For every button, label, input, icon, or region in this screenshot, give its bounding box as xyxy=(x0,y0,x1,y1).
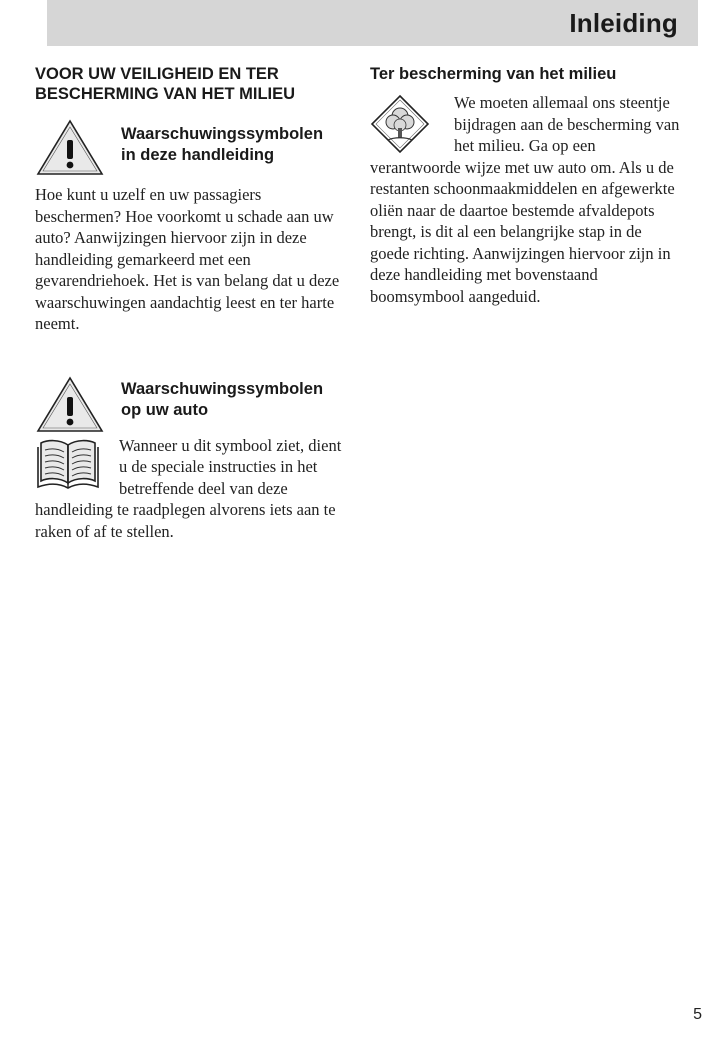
manual-symbols-heading-line2: in deze handleiding xyxy=(121,146,275,164)
car-symbols-heading xyxy=(121,379,361,421)
page-number: 5 xyxy=(693,1006,702,1023)
environment-heading: Ter bescherming van het milieu xyxy=(370,65,617,83)
right-column xyxy=(370,64,685,307)
manual-symbols-heading-line1: Waarschuwingssymbolen xyxy=(121,125,324,143)
tree-diamond-icon xyxy=(370,94,430,154)
car-symbols-heading-line1: Waarschuwingssymbolen xyxy=(121,379,324,398)
chapter-header-bar xyxy=(47,0,698,46)
manual-symbols-text: Hoe kunt u uzelf en uw passagiers beschermen? Hoe voorkomt u schade aan uw auto? Aanwijzingen hiervoor zijn in deze handleiding gemarkeerd met een gevarendriehoek. Het is van belang dat u deze waarschuwingen aandachtig leest en ter harte neemt. xyxy=(35,185,340,333)
manual-symbols-heading xyxy=(121,124,361,166)
open-book-icon xyxy=(37,437,99,491)
car-symbols-block xyxy=(35,375,347,435)
safety-heading-line1: VOOR UW VEILIGHEID EN TER xyxy=(35,65,279,83)
warning-triangle-icon xyxy=(35,118,105,176)
left-column xyxy=(35,64,347,542)
environment-text: We moeten allemaal ons steentje bijdragen aan de bescherming van het milieu. Ga op een verantwoorde wijze met uw auto om. Als u de restanten schoonmaakmiddelen en afgewerkte oliën naar de daartoe bestemde afvaldepots brengt, is dit al een belangrijke stap in de goede richting. Aanwijzingen hiervoor zijn in deze handleiding met bovenstaand boomsymbool aangeduid. xyxy=(370,93,680,306)
environment-paragraph xyxy=(370,92,685,307)
safety-section-heading xyxy=(35,64,347,104)
car-symbols-paragraph xyxy=(35,435,347,543)
manual-symbols-block xyxy=(35,118,347,178)
warning-triangle-icon xyxy=(35,375,105,433)
safety-heading-line2: BESCHERMING VAN HET MILIEU xyxy=(35,85,296,103)
car-symbols-text: Wanneer u dit symbool ziet, dient u de speciale instructies in het betreffende deel van deze handleiding te raadplegen alvorens iets aan te raken of af te stellen. xyxy=(35,435,342,541)
car-symbols-heading-line2: op uw auto xyxy=(121,400,209,419)
chapter-title: Inleiding xyxy=(569,8,678,38)
